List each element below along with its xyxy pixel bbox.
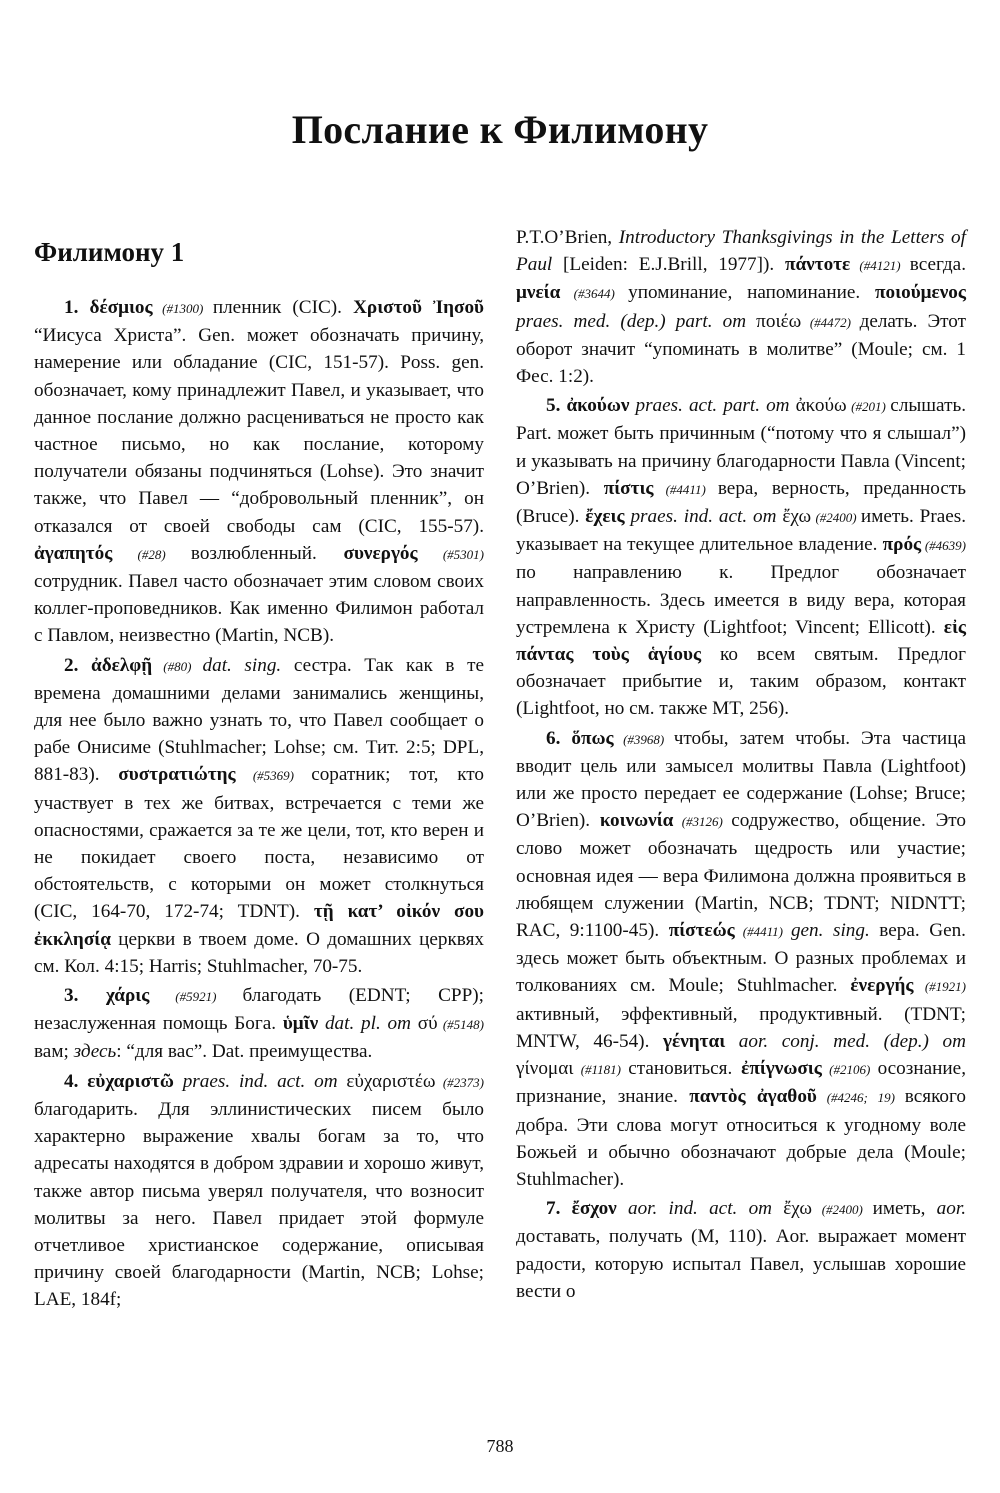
greek-term: δέσμιος — [89, 297, 153, 318]
commentary-text: доставать, получать (M, 110). Aor. выражает момент радости, которую испытал Павел, услышав хорошие вести о — [516, 1226, 966, 1302]
commentary-text: ἔχω — [783, 1198, 813, 1220]
strong-number: (#3644) — [560, 286, 629, 302]
commentary-text: : “для вас”. Dat. преимущества. — [116, 1041, 373, 1063]
strong-number: (#2106) — [821, 1062, 878, 1078]
greek-term: τῇ κατ’ οἰκόν σου ἐκκλησίᾳ — [34, 901, 485, 950]
grammar-note: Introductory Thanksgivings in the Letters of Paul — [516, 227, 966, 276]
strong-number: (#4121) — [850, 258, 910, 274]
greek-term: εὐχαριστῶ — [87, 1070, 174, 1092]
verse-number: 5. — [546, 395, 567, 417]
verse-number: 3. — [64, 985, 106, 1007]
commentary-text: иметь, — [872, 1198, 937, 1220]
commentary-text: слышать. Part. может быть причинным (“потому что я слышал”) и указывать на причину благодарности Павла (Vincent; O’Brien). — [516, 395, 967, 499]
strong-number: (#4246; 19) — [816, 1090, 905, 1106]
strong-number: (#1181) — [573, 1062, 629, 1078]
left-column — [34, 224, 484, 1316]
grammar-note: здесь — [73, 1041, 117, 1063]
strong-number: (#4639) — [921, 538, 966, 554]
greek-term: ἀγαπητός — [34, 542, 113, 564]
greek-term: ἀδελφῇ — [91, 654, 153, 676]
greek-term: Χριστοῦ Ἰησοῦ — [353, 297, 485, 318]
greek-term: ὅπως — [571, 727, 614, 749]
grammar-note: praes. ind. act. от — [173, 1070, 347, 1092]
grammar-note: aor. — [936, 1198, 966, 1220]
entry-paragraph — [34, 1068, 484, 1314]
commentary-text: активный, эффективный, продуктивный. (TDNT; MNTW, 46-54). — [516, 1003, 966, 1052]
strong-number: (#2400) — [812, 1202, 873, 1218]
left-paragraphs — [34, 294, 484, 1314]
strong-number: (#4411) — [653, 481, 718, 497]
grammar-note: praes. act. part. от — [629, 395, 796, 417]
greek-term: χάρις — [105, 985, 150, 1007]
grammar-note: aor. conj. med. (dep.) от — [725, 1030, 967, 1052]
strong-number: (#3126) — [673, 814, 732, 830]
greek-term: μνεία — [516, 282, 561, 304]
greek-term: γένηται — [663, 1030, 726, 1052]
greek-term: πίστις — [603, 477, 654, 499]
strong-number: (#2400) — [811, 510, 861, 526]
commentary-text: пленник (CIC). — [212, 297, 354, 318]
strong-number: (#5301) — [417, 546, 484, 562]
strong-number: (#4472) — [801, 314, 860, 330]
strong-number: (#2373) — [435, 1074, 484, 1090]
greek-term: κοινωνία — [599, 810, 674, 832]
commentary-text: вера, верность, преданность (Bruce). — [516, 477, 966, 528]
greek-term: εἰς πάντας τοὺς ἁγίους — [516, 616, 966, 666]
commentary-text: εὐχαριστέω — [346, 1070, 436, 1092]
greek-term: συστρατιώτης — [118, 764, 236, 786]
greek-term: παντὸς ἀγαθοῦ — [689, 1086, 817, 1108]
strong-number: (#1300) — [152, 301, 213, 316]
greek-term: ἐνεργής — [850, 975, 914, 997]
strong-number: (#201) — [846, 399, 891, 415]
greek-term: ποιούμενος — [875, 282, 966, 304]
commentary-text: осознание, признание, знание. — [516, 1058, 966, 1108]
greek-term: συνεργός — [343, 542, 418, 564]
commentary-text: чтобы, затем чтобы. Эта частица вводит цель или замысел молитвы Павла (Lightfoot) или же просто передает ее содержание (Lohse; Bruce; O’Brien). — [516, 727, 966, 832]
strong-number: (#5921) — [149, 989, 243, 1005]
commentary-text: соратник; тот, кто участвует в тех же битвах, встречается с теми же опасностями, сражается за те же цели, тот, кто верен и не покидает своего поста, независимо от обстоятельств, с которыми он может столкнуться (CIC, 164-70, 172-74; TDNT). — [34, 764, 484, 923]
commentary-text: γίνομαι — [516, 1058, 574, 1080]
strong-number: (#5369) — [235, 768, 312, 784]
grammar-note: praes. med. (dep.) part. от — [516, 310, 757, 332]
commentary-text: ποιέω — [756, 310, 802, 332]
commentary-text: сестра. Так как в те времена домашними делами занимались женщины, для нее было важно узнать то, что Павел сообщает о рабе Онисиме (Stuhlmacher; Lohse; см. Тит. 2:5; DPL, 881-83). — [34, 654, 485, 786]
commentary-text: церкви в твоем доме. О домашних церквях см. Кол. 4:15; Harris; Stuhlmacher, 70-75. — [34, 928, 484, 977]
entry-paragraph — [516, 392, 966, 722]
commentary-text: иметь. Praes. указывает на текущее длительное владение. — [516, 506, 967, 556]
verse-number: 2. — [64, 654, 92, 676]
verse-number: 6. — [546, 727, 572, 749]
commentary-text: вера. Gen. здесь может быть объектным. О разных проблемах и толкованиях см. Moule; Stuhlmacher. — [516, 920, 966, 997]
commentary-text: вам; — [34, 1041, 74, 1063]
commentary-text: всякого добра. Эти слова могут относиться к угодному воле Божьей и обычно обозначают добрые дела (Moule; Stuhlmacher). — [516, 1086, 966, 1190]
greek-term: ἐπίγνωσις — [741, 1058, 822, 1080]
grammar-note: aor. ind. act. от — [616, 1198, 784, 1220]
commentary-text: “Иисуса Христа”. Gen. может обозначать причину, намерение или обладание (CIC, 151-57). Poss. gen. обозначает, кому принадлежит Павел, и указывает, что данное послание должно расцениваться не просто как частное письмо, но как послание, которому получатели обязаны подчиняться (Lohse). Это значит также, что Павел — “добровольный пленник”, он отказался от своей свободы сам (CIC, 155-57). — [34, 325, 484, 537]
commentary-text: делать. Этот оборот значит “упоминать в молитве” (Moule; см. 1 Фес. 1:2). — [516, 310, 966, 388]
entry-paragraph — [516, 224, 966, 390]
verse-number: 1. — [64, 297, 90, 318]
commentary-text: всегда. — [909, 254, 966, 276]
commentary-text: ко всем святым. Предлог обозначает прибытие и, таким образом, контакт (Lightfoot, но см. также MT, 256). — [516, 644, 966, 720]
greek-term: ὑμῖν — [282, 1013, 319, 1035]
right-paragraphs — [516, 224, 966, 1305]
entry-paragraph — [516, 725, 966, 1193]
greek-term: ἀκούων — [566, 395, 630, 417]
commentary-text: сотрудник. Павел часто обозначает этим словом своих коллег-проповедников. Как именно Филимон работал с Павлом, неизвестно (Martin, NCB). — [34, 571, 484, 647]
commentary-text: возлюбленный. — [190, 542, 344, 564]
commentary-text: σύ — [417, 1013, 438, 1035]
entry-paragraph — [34, 652, 484, 980]
strong-number: (#3968) — [613, 731, 674, 747]
strong-number: (#5148) — [437, 1017, 484, 1033]
greek-term: πίστεώς — [668, 920, 735, 942]
page-title: Послание к Филимону — [291, 107, 709, 152]
grammar-note: dat. sing. — [202, 654, 282, 676]
commentary-text: упоминание, напоминание. — [628, 282, 876, 304]
strong-number: (#1921) — [913, 979, 966, 995]
grammar-note: dat. pl. от — [318, 1013, 418, 1035]
commentary-text: благодать (EDNT; CPP); незаслуженная помощь Бога. — [34, 985, 484, 1035]
entry-paragraph — [34, 982, 484, 1066]
entry-paragraph — [34, 294, 484, 650]
entry-paragraph — [516, 1195, 966, 1305]
verse-number: 7. — [546, 1198, 572, 1220]
greek-term: ἔσχον — [571, 1198, 617, 1220]
grammar-note: praes. ind. act. от — [624, 506, 783, 528]
commentary-text: благодарить. Для эллинистических писем было характерно выражение хвалы богам за то, что адресаты находятся в добром здравии и хорошо живут, также автор письма уверял получателя, что возносит молитвы за него. Павел придает этой формуле отчетливое христианское содержание, описывая причину своей благодарности (Martin, NCB; Lohse; LAE, 184f; — [34, 1098, 484, 1311]
greek-term: πρός — [882, 534, 922, 556]
commentary-text: становиться. — [628, 1058, 742, 1080]
right-column — [516, 224, 966, 1307]
verse-number: 4. — [64, 1070, 88, 1092]
commentary-text: P.T.O’Brien, — [516, 227, 619, 248]
strong-number: (#80) — [152, 658, 203, 674]
greek-term: ἔχεις — [585, 506, 625, 528]
chapter-heading: Филимону 1 — [34, 237, 185, 267]
strong-number: (#28) — [112, 546, 191, 562]
commentary-text: [Leiden: E.J.Brill, 1977]). — [552, 254, 785, 276]
commentary-text: ἔχω — [782, 506, 812, 528]
commentary-text: содружество, общение. Это слово может обозначать щедрость или участие; основная идея — вера Филимона должна проявиться в любящем служении (Martin, NCB; TDNT; NIDNTT; RAC, 9:1100-45). — [516, 810, 967, 942]
page-number: 788 — [486, 1436, 514, 1456]
commentary-text: по направлению к. Предлог обозначает направленность. Здесь имеется в виду вера, которая устремлена к Христу (Lightfoot; Vincent; Ellicott). — [516, 562, 966, 638]
strong-number: (#4411) — [734, 924, 791, 940]
grammar-note: gen. sing. — [790, 920, 870, 942]
commentary-text: ἀκούω — [795, 395, 847, 417]
greek-term: πάντοτε — [784, 254, 851, 276]
